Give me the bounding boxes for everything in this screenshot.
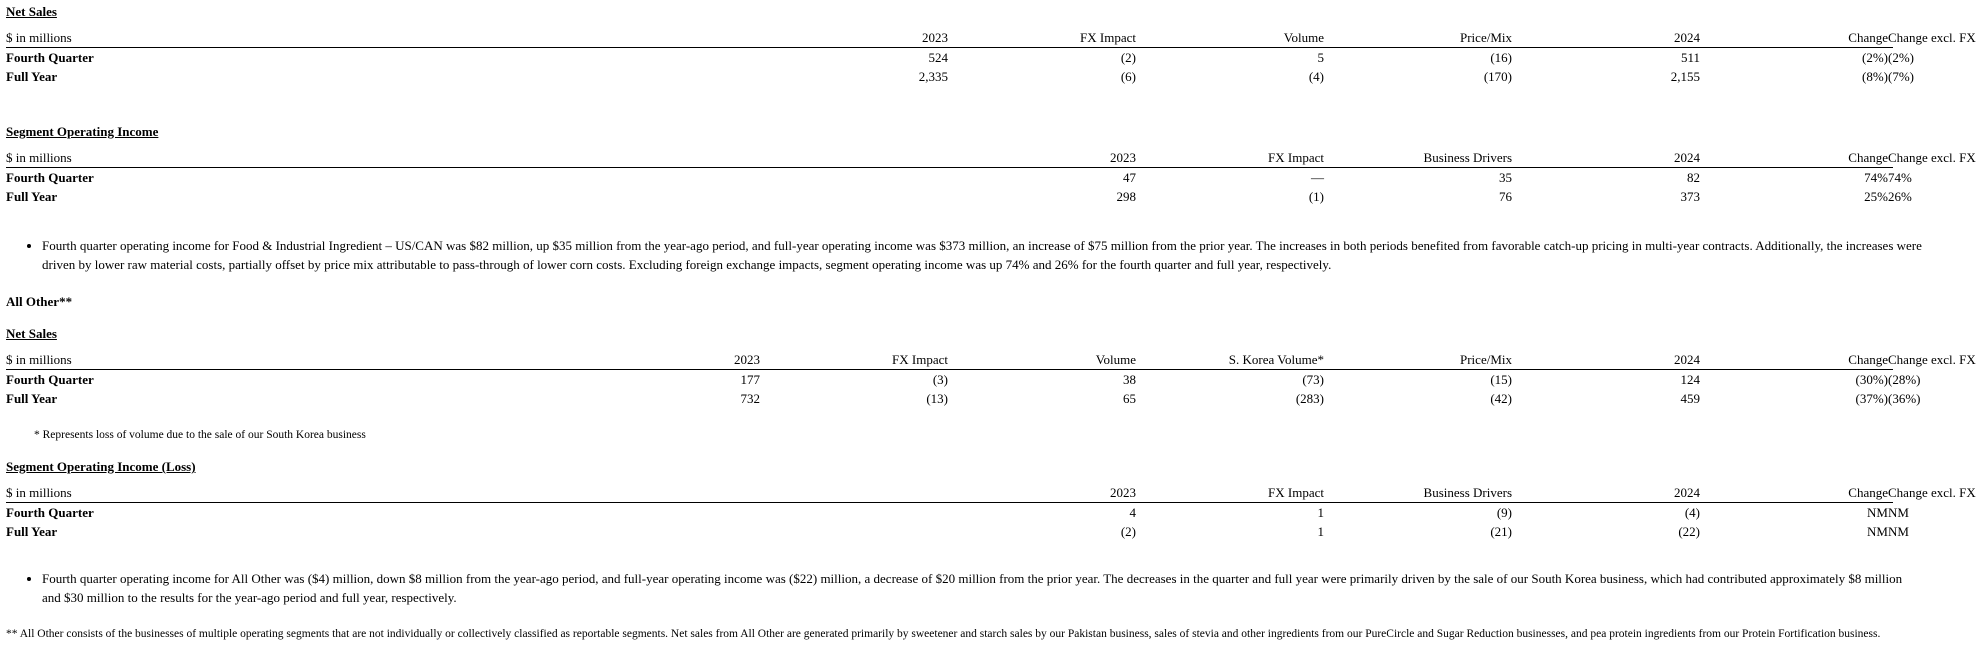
table-row xyxy=(6,48,1893,68)
table-cell: (2%) xyxy=(1888,50,1914,65)
column-header: FX Impact xyxy=(1136,148,1324,168)
table-row xyxy=(6,503,1893,523)
column-header: FX Impact xyxy=(948,28,1136,48)
column-header: Business Drivers xyxy=(1324,148,1512,168)
table-cell: (37%) xyxy=(1855,391,1888,406)
table-cell: 177 xyxy=(740,372,760,387)
table-cell: 76 xyxy=(1499,189,1512,204)
all-other-net-sales-table xyxy=(6,350,1976,408)
table-cell: (22) xyxy=(1678,524,1700,539)
column-header: Change xyxy=(1700,483,1888,503)
table-cell: (283) xyxy=(1295,391,1324,406)
table-cell: — xyxy=(1311,170,1324,185)
table-cell: 459 xyxy=(1680,391,1700,406)
bullet-text: • Fourth quarter operating income for All Other was ($4) million, down $8 million from the year-ago period, and full-year operating income was ($22) million, a decrease of $20 million from the prior year. The decreases in the quarter and full year were primarily driven by the sale of our South Korea business, which had contributed approximately $8 million and $30 million to the results for the year-ago period and full year, respectively. xyxy=(42,569,1922,607)
column-header: $ in millions xyxy=(6,350,572,370)
table-header-row xyxy=(6,350,1893,370)
table-cell: (2%) xyxy=(1862,50,1888,65)
column-header: Price/Mix xyxy=(1324,350,1512,370)
table-cell: 74% xyxy=(1864,170,1888,185)
table-cell: (73) xyxy=(1302,372,1324,387)
column-header: Volume xyxy=(948,350,1136,370)
column-header: 2023 xyxy=(948,483,1136,503)
table-cell: NM xyxy=(1867,505,1888,520)
table-cell: 25% xyxy=(1864,189,1888,204)
column-header: S. Korea Volume* xyxy=(1136,350,1324,370)
column-header: 2023 xyxy=(760,28,948,48)
table-cell: 2,335 xyxy=(918,69,948,84)
table-cell: (4) xyxy=(1308,69,1324,84)
table-cell: (9) xyxy=(1496,505,1512,520)
table-cell: 524 xyxy=(928,50,948,65)
table-cell: 298 xyxy=(1116,189,1136,204)
south-korea-volume-note: * Represents loss of volume due to the sale of our South Korea business xyxy=(34,429,366,441)
column-header: Change xyxy=(1700,148,1888,168)
table-row xyxy=(6,67,1893,86)
table-row xyxy=(6,370,1893,390)
column-header: Business Drivers xyxy=(1324,483,1512,503)
table-cell: 82 xyxy=(1687,170,1700,185)
table-cell: (8%) xyxy=(1862,69,1888,84)
column-header: FX Impact xyxy=(760,350,948,370)
table-cell: 1 xyxy=(1317,524,1324,539)
all-other-net-sales-heading: Net Sales xyxy=(6,326,57,341)
table-cell: 35 xyxy=(1499,170,1512,185)
row-label: Full Year xyxy=(6,524,58,539)
table-cell: (170) xyxy=(1483,69,1512,84)
column-header: 2024 xyxy=(1512,28,1700,48)
all-other-title: All Other** xyxy=(6,294,73,309)
column-header: FX Impact xyxy=(1136,483,1324,503)
column-header: Change xyxy=(1700,28,1888,48)
table-row xyxy=(6,389,1893,408)
column-header: Price/Mix xyxy=(1324,28,1512,48)
table-header-row xyxy=(6,148,1893,168)
table-cell: 373 xyxy=(1680,189,1700,204)
table-cell: (4) xyxy=(1684,505,1700,520)
table-cell: 38 xyxy=(1123,372,1136,387)
table-cell: 4 xyxy=(1129,505,1136,520)
table-cell: NM xyxy=(1867,524,1888,539)
table-cell: (1) xyxy=(1308,189,1324,204)
table-cell: (16) xyxy=(1490,50,1512,65)
table-cell: 124 xyxy=(1680,372,1700,387)
all-other-footnote: ** All Other consists of the businesses of multiple operating segments that are not individually or collectively classified as reportable segments. Net sales from All Other are generated primarily by sweetener and starch sales by our Pakistan business, sales of stevia and other ingredients from our PureCircle and Sugar Reduction businesses, and pea protein ingredients from our Protein Fortification business. xyxy=(6,628,1881,640)
table-row xyxy=(6,522,1893,541)
column-header: Volume xyxy=(1136,28,1324,48)
table-cell: (7%) xyxy=(1888,69,1914,84)
table-header-row xyxy=(6,483,1893,503)
table-cell: NM xyxy=(1888,524,1909,539)
table-row xyxy=(6,187,1893,206)
column-header: Change excl. FX xyxy=(1888,483,1893,503)
column-header: $ in millions xyxy=(6,28,760,48)
table-cell: (42) xyxy=(1490,391,1512,406)
table-header-row xyxy=(6,28,1893,48)
column-header: Change excl. FX xyxy=(1888,350,1893,370)
row-label: Fourth Quarter xyxy=(6,170,94,185)
table-cell: (30%) xyxy=(1855,372,1888,387)
table-cell: 511 xyxy=(1680,50,1700,65)
table-cell: 732 xyxy=(740,391,760,406)
row-label: Full Year xyxy=(6,189,58,204)
table-cell: (15) xyxy=(1490,372,1512,387)
row-label: Fourth Quarter xyxy=(6,505,94,520)
table-cell: (3) xyxy=(932,372,948,387)
table-cell: 65 xyxy=(1123,391,1136,406)
row-label: Fourth Quarter xyxy=(6,50,94,65)
table-cell: 26% xyxy=(1888,189,1912,204)
net-sales-table xyxy=(6,28,1976,86)
table-cell: (13) xyxy=(926,391,948,406)
table-cell: NM xyxy=(1888,505,1909,520)
column-header: 2024 xyxy=(1512,483,1700,503)
column-header: 2023 xyxy=(572,350,760,370)
row-label: Fourth Quarter xyxy=(6,372,94,387)
segment-operating-income-loss-table xyxy=(6,483,1976,541)
column-header: Change excl. FX xyxy=(1888,28,1893,48)
table-cell: 5 xyxy=(1317,50,1324,65)
table-cell: (36%) xyxy=(1888,391,1921,406)
segment-operating-income-table xyxy=(6,148,1976,206)
table-cell: (28%) xyxy=(1888,372,1921,387)
column-header: 2024 xyxy=(1512,148,1700,168)
table-cell: 74% xyxy=(1888,170,1912,185)
table-row xyxy=(6,168,1893,188)
table-cell: (21) xyxy=(1490,524,1512,539)
table-cell: 2,155 xyxy=(1670,69,1700,84)
table-cell: 1 xyxy=(1317,505,1324,520)
table-cell: (6) xyxy=(1120,69,1136,84)
column-header: 2023 xyxy=(948,148,1136,168)
operating-income-commentary xyxy=(6,236,1922,274)
column-header: Change excl. FX xyxy=(1888,148,1893,168)
column-header: $ in millions xyxy=(6,483,948,503)
segment-operating-income-loss-heading: Segment Operating Income (Loss) xyxy=(6,459,196,474)
net-sales-heading: Net Sales xyxy=(6,4,57,19)
all-other-operating-income-commentary xyxy=(6,569,1922,607)
segment-operating-income-heading: Segment Operating Income xyxy=(6,124,159,139)
row-label: Full Year xyxy=(6,391,58,406)
table-cell: (2) xyxy=(1120,50,1136,65)
table-cell: 47 xyxy=(1123,170,1136,185)
table-cell: (2) xyxy=(1120,524,1136,539)
row-label: Full Year xyxy=(6,69,58,84)
column-header: 2024 xyxy=(1512,350,1700,370)
column-header: $ in millions xyxy=(6,148,948,168)
bullet-text: • Fourth quarter operating income for Food & Industrial Ingredient – US/CAN was $82 million, up $35 million from the year-ago period, and full-year operating income was $373 million, an increase of $75 million from the prior year. The increases in both periods benefited from favorable catch-up pricing in multi-year contracts. Additionally, the increases were driven by lower raw material costs, partially offset by price mix attributable to pass-through of lower corn costs. Excluding foreign exchange impacts, segment operating income was up 74% and 26% for the fourth quarter and full year, respectively. xyxy=(42,236,1922,274)
column-header: Change xyxy=(1700,350,1888,370)
